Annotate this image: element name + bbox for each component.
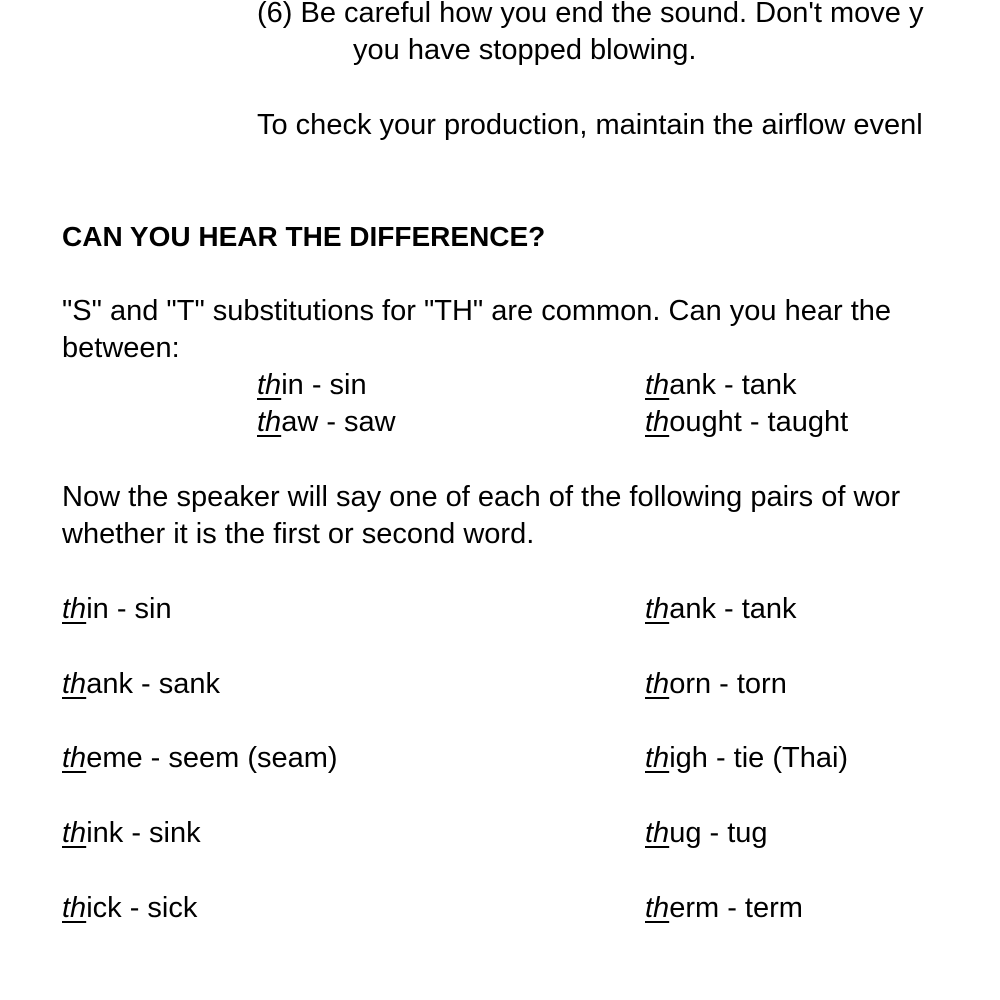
word-pair: [645, 591, 797, 628]
word-pair: [62, 666, 220, 703]
word-pair-rest: eme - seem (seam): [86, 742, 338, 774]
example-rest: ank - tank: [669, 369, 797, 401]
intro-line-2: between:: [62, 332, 180, 364]
prompt-line-2: whether it is the first or second word.: [62, 518, 535, 550]
th-prefix: th: [62, 668, 87, 700]
word-pair-rest: igh - tie (Thai): [669, 742, 849, 774]
word-pair-rest: ink - sink: [86, 817, 201, 849]
th-prefix: th: [645, 892, 670, 924]
word-pair-rest: in - sin: [86, 593, 172, 625]
word-pair: [645, 890, 803, 927]
instruction-step-6-line-1: (6) Be careful how you end the sound. Don't move y: [257, 0, 924, 29]
word-pair: [62, 815, 201, 852]
example-pair: [257, 404, 396, 441]
word-pair: [645, 815, 768, 852]
word-pair: [62, 740, 338, 777]
word-pair-rest: ick - sick: [86, 892, 198, 924]
intro-line-1: "S" and "T" substitutions for "TH" are common. Can you hear the: [62, 295, 892, 327]
instruction-step-6-line-2: you have stopped blowing.: [353, 34, 697, 66]
example-rest: aw - saw: [281, 406, 396, 438]
th-prefix: th: [62, 742, 87, 774]
th-prefix: th: [645, 817, 670, 849]
word-pair-rest: orn - torn: [669, 668, 787, 700]
th-prefix: th: [645, 406, 670, 438]
word-pair-rest: ank - tank: [669, 593, 797, 625]
th-prefix: th: [645, 593, 670, 625]
th-prefix: th: [645, 742, 670, 774]
th-prefix: th: [645, 668, 670, 700]
th-prefix: th: [62, 892, 87, 924]
th-prefix: th: [62, 593, 87, 625]
word-pair-rest: ank - sank: [86, 668, 220, 700]
example-pair: [257, 367, 367, 404]
word-pair: [645, 740, 848, 777]
check-production-line: To check your production, maintain the airflow evenl: [257, 109, 923, 141]
section-heading: CAN YOU HEAR THE DIFFERENCE?: [62, 221, 546, 252]
example-pair: [645, 404, 848, 441]
word-pair: [62, 890, 197, 927]
th-prefix: th: [62, 817, 87, 849]
word-pair: [645, 666, 787, 703]
th-prefix: th: [645, 369, 670, 401]
example-rest: ought - taught: [669, 406, 849, 438]
th-prefix: th: [257, 369, 282, 401]
example-pair: [645, 367, 797, 404]
word-pair: [62, 591, 172, 628]
th-prefix: th: [257, 406, 282, 438]
word-pair-rest: erm - term: [669, 892, 803, 924]
prompt-line-1: Now the speaker will say one of each of the following pairs of wor: [62, 481, 901, 513]
example-rest: in - sin: [281, 369, 367, 401]
word-pair-rest: ug - tug: [669, 817, 768, 849]
